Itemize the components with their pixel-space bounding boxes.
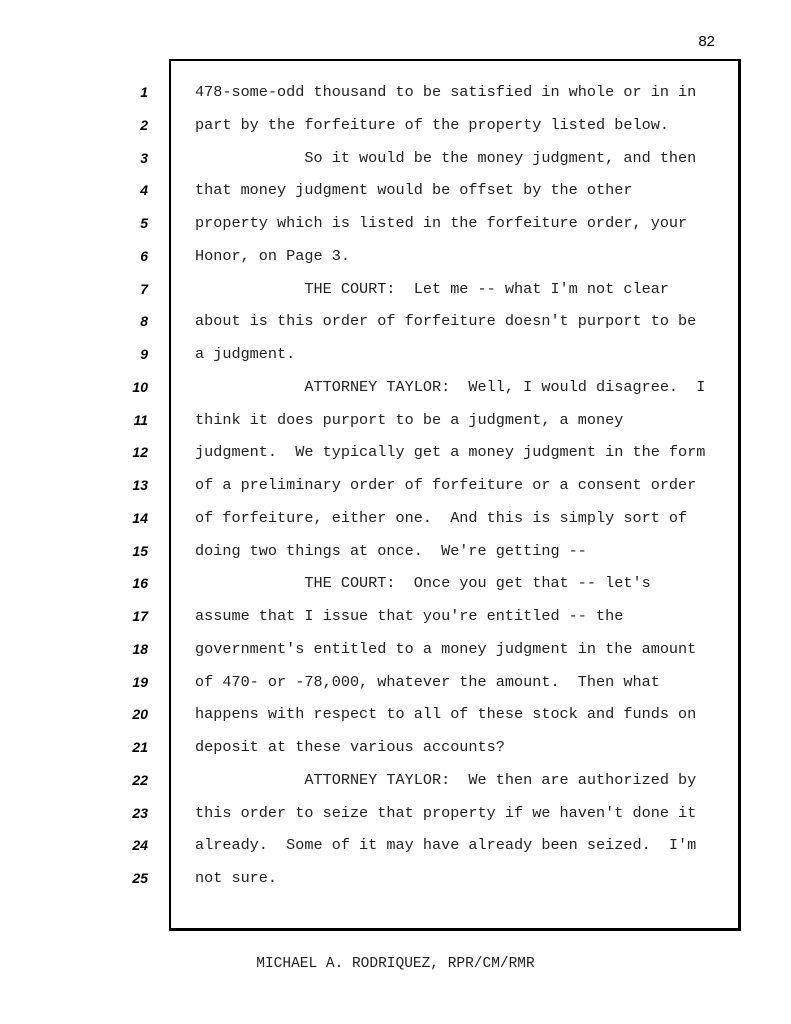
line-text: a judgment. xyxy=(195,345,296,363)
line-text: judgment. We typically get a money judgment in the form xyxy=(195,443,706,462)
line-text: 478-some-odd thousand to be satisfied in whole or in in xyxy=(195,83,697,101)
line-text: happens with respect to all of these stock and funds on xyxy=(195,705,697,724)
line-text: of forfeiture, either one. And this is simply sort of xyxy=(195,508,688,527)
line-text: government's entitled to a money judgment in the amount xyxy=(195,639,697,658)
line-number: 6 xyxy=(140,247,148,264)
line-number: 10 xyxy=(132,378,148,395)
line-number: 19 xyxy=(132,673,148,690)
line-text: deposit at these various accounts? xyxy=(195,738,505,756)
line-text: Honor, on Page 3. xyxy=(195,246,350,265)
line-number: 12 xyxy=(132,444,148,461)
line-text: already. Some of it may have already been seized. I'm xyxy=(195,836,697,855)
line-number: 18 xyxy=(132,640,148,657)
line-text: property which is listed in the forfeiture order, your xyxy=(195,214,688,232)
line-number: 14 xyxy=(132,509,148,526)
reporter-footer: MICHAEL A. RODRIQUEZ, RPR/CM/RMR xyxy=(256,956,535,972)
line-number: 20 xyxy=(132,706,148,723)
line-number: 16 xyxy=(132,575,148,592)
line-number: 11 xyxy=(133,411,148,428)
line-text: about is this order of forfeiture doesn't purport to be xyxy=(195,312,697,331)
line-text: assume that I issue that you're entitled -- the xyxy=(195,607,624,625)
page-number: 82 xyxy=(698,33,715,50)
line-text: THE COURT: Let me -- what I'm not clear xyxy=(195,279,669,298)
line-number: 17 xyxy=(132,608,148,624)
line-text: ATTORNEY TAYLOR: We then are authorized by xyxy=(195,770,697,789)
line-number: 1 xyxy=(140,84,148,100)
line-text: that money judgment would be offset by the other xyxy=(195,181,633,200)
line-number: 13 xyxy=(132,477,148,493)
line-text: part by the forfeiture of the property listed below. xyxy=(195,115,669,134)
line-number: 8 xyxy=(140,313,148,330)
line-number: 23 xyxy=(132,804,148,821)
line-number: 4 xyxy=(140,182,148,199)
line-text: doing two things at once. We're getting -- xyxy=(195,541,587,560)
line-number: 3 xyxy=(140,149,148,166)
line-text: think it does purport to be a judgment, a money xyxy=(195,410,624,429)
line-text: So it would be the money judgment, and then xyxy=(195,148,697,167)
line-text: ATTORNEY TAYLOR: Well, I would disagree. I xyxy=(195,377,706,396)
line-text: not sure. xyxy=(195,869,278,887)
line-text: this order to seize that property if we haven't done it xyxy=(195,803,697,822)
line-number: 9 xyxy=(140,346,148,362)
line-number: 21 xyxy=(132,739,148,755)
line-number: 2 xyxy=(140,116,148,133)
line-number: 25 xyxy=(132,870,148,886)
line-number: 15 xyxy=(132,542,148,559)
line-text: of a preliminary order of forfeiture or a consent order xyxy=(195,476,697,494)
line-number: 22 xyxy=(132,771,148,788)
line-text: of 470- or -78,000, whatever the amount. Then what xyxy=(195,672,660,691)
line-number: 5 xyxy=(140,215,148,231)
line-text: THE COURT: Once you get that -- let's xyxy=(195,574,651,593)
line-number: 24 xyxy=(132,837,148,854)
line-number: 7 xyxy=(140,280,148,297)
